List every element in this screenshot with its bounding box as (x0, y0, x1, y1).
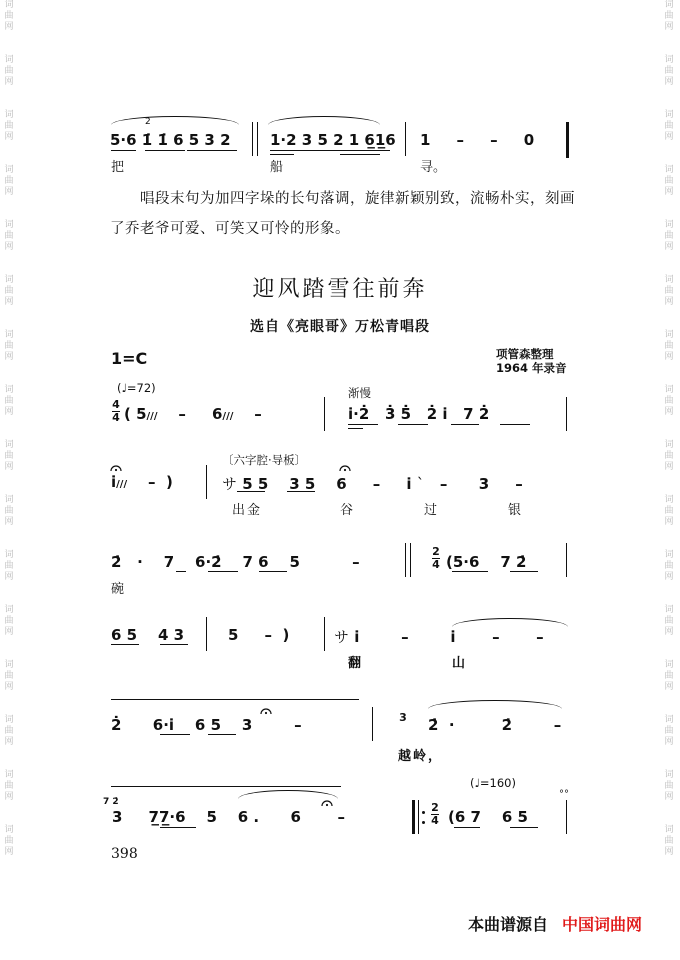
watermark-char: 曲 (4, 176, 14, 186)
watermark-left (2, 0, 16, 960)
watermark-char: 网 (664, 297, 674, 307)
watermark-char: 网 (4, 352, 14, 362)
watermark-char: 网 (4, 22, 14, 32)
footer-credit (468, 912, 642, 935)
tempo-160: (♩=160) (470, 776, 516, 790)
watermark-char: 词 (664, 715, 674, 725)
watermark-char: 曲 (4, 726, 14, 736)
meter-2-4: 2 4 (432, 545, 440, 571)
watermark-char: 曲 (4, 836, 14, 846)
arranger: 项管森整理 (496, 347, 554, 361)
song-title: 迎风踏雪往前奔 (252, 277, 428, 302)
fermata-icon (339, 462, 351, 472)
lyric-wan: 碗 (111, 582, 125, 597)
watermark-char: 网 (4, 847, 14, 857)
watermark-char: 词 (4, 715, 14, 725)
watermark-char: 曲 (664, 726, 674, 736)
watermark-char: 词 (4, 275, 14, 285)
watermark-char: 网 (664, 352, 674, 362)
watermark-char: 曲 (4, 231, 14, 241)
board-label: 〔六字腔·导板〕 (222, 453, 307, 467)
watermark-char: 曲 (664, 671, 674, 681)
footer-site-link[interactable]: 中国词曲网 (561, 915, 642, 934)
notes-r3-m2: (5·6 7 2̇ (446, 553, 527, 571)
notes-r4-m1: 6 5 4 3 (111, 626, 185, 644)
watermark-char: 网 (664, 462, 674, 472)
notes-m3: 1 – – 0 (420, 131, 535, 149)
fermata-icon (110, 462, 122, 472)
notes-r4-m3: サ i̇ – i̇ – – (334, 628, 544, 646)
watermark-char: 词 (4, 605, 14, 615)
watermark-char: 曲 (4, 66, 14, 76)
notes-r4-m2: 5 – ) (228, 626, 290, 644)
lyric-gu: 谷 (340, 503, 354, 518)
watermark-char: 曲 (664, 176, 674, 186)
watermark-char: 网 (4, 572, 14, 582)
lyric-ba: 把 (111, 160, 125, 175)
footer-source: 本曲谱源自 (467, 915, 548, 934)
meter-3-4: 3 (399, 711, 407, 724)
watermark-char: 曲 (664, 286, 674, 296)
watermark-char: 曲 (4, 286, 14, 296)
watermark-char: 曲 (4, 341, 14, 351)
analysis-paragraph: 唱段末句为加四字垛的长句落调，旋律新颖别致，流畅朴实，刻画了乔老爷可爱、可笑又可怜的形象。 (110, 191, 575, 237)
watermark-char: 词 (4, 440, 14, 450)
tempo-72: (♩=72) (117, 381, 156, 395)
grace-72: 7 2̇ (103, 797, 119, 807)
watermark-char: 网 (4, 792, 14, 802)
watermark-char: 曲 (4, 396, 14, 406)
watermark-char: 词 (4, 770, 14, 780)
watermark-char: 词 (4, 495, 14, 505)
notes-r6-m2: (6 7 6 5 (448, 808, 528, 826)
grace-note: 2̇ (145, 117, 151, 127)
lyric-shan: 山 (452, 656, 466, 671)
watermark-char: 网 (4, 77, 14, 87)
watermark-char: 曲 (664, 616, 674, 626)
watermark-char: 网 (664, 407, 674, 417)
watermark-char: 曲 (664, 66, 674, 76)
watermark-char: 网 (4, 682, 14, 692)
watermark-char: 词 (664, 0, 674, 10)
watermark-char: 网 (664, 627, 674, 637)
watermark-char: 曲 (664, 341, 674, 351)
watermark-char: 词 (4, 660, 14, 670)
watermark-char: 曲 (4, 451, 14, 461)
watermark-char: 网 (4, 737, 14, 747)
watermark-right (662, 0, 676, 960)
watermark-char: 网 (4, 627, 14, 637)
marking-slow: 渐慢 (348, 386, 371, 400)
fermata-icon (321, 797, 333, 807)
watermark-char: 词 (664, 110, 674, 120)
watermark-char: 网 (664, 77, 674, 87)
watermark-char: 网 (4, 187, 14, 197)
watermark-char: 曲 (664, 396, 674, 406)
notes-r2-m2: サ 5 5 3 5 6 – i̇ ˋ – 3 – (222, 475, 523, 493)
watermark-char: 曲 (664, 451, 674, 461)
watermark-char: 曲 (664, 506, 674, 516)
watermark-char: 词 (664, 825, 674, 835)
notes-m1: 5·6 1̇ 1̇ 6 5 3 2 (110, 131, 231, 149)
key-signature: 1=C (111, 349, 148, 368)
watermark-char: 词 (664, 660, 674, 670)
watermark-char: 词 (4, 550, 14, 560)
recorded-year: 1964 年录音 (496, 361, 567, 375)
watermark-char: 曲 (4, 616, 14, 626)
watermark-char: 网 (4, 297, 14, 307)
meter-2-4-b: 2 4 (431, 801, 439, 827)
watermark-char: 网 (664, 22, 674, 32)
watermark-char: 网 (664, 792, 674, 802)
watermark-char: 词 (664, 770, 674, 780)
watermark-char: 曲 (4, 781, 14, 791)
notes-r5-m2: 2̇ · 2̇ – (428, 716, 562, 734)
watermark-char: 网 (4, 407, 14, 417)
watermark-char: 曲 (664, 121, 674, 131)
watermark-char: 词 (4, 55, 14, 65)
watermark-char: 词 (664, 165, 674, 175)
watermark-char: 网 (4, 462, 14, 472)
watermark-char: 词 (664, 605, 674, 615)
watermark-char: 词 (4, 385, 14, 395)
watermark-char: 曲 (664, 561, 674, 571)
meter-4-4: 4 4 (112, 398, 120, 424)
watermark-char: 词 (4, 825, 14, 835)
notes-m2: 1·2 3 5 2 1 6̲1̲6 (270, 131, 396, 149)
watermark-char: 网 (664, 242, 674, 252)
lyric-yueling: 越岭， (398, 749, 444, 764)
watermark-char: 网 (664, 132, 674, 142)
notes-r3-m1: 2̇ · 7 6·2̇ 7 6 5 – (111, 553, 360, 571)
page-number: 398 (111, 846, 138, 862)
watermark-char: 词 (664, 330, 674, 340)
watermark-char: 词 (4, 220, 14, 230)
notes-r1-intro: ( 5/// – 6/// – (124, 405, 262, 423)
watermark-char: 曲 (664, 231, 674, 241)
watermark-char: 词 (664, 495, 674, 505)
watermark-char: 词 (4, 0, 14, 10)
notes-r2-m1: i̇/// – ) (111, 473, 173, 491)
watermark-char: 网 (664, 572, 674, 582)
watermark-char: 曲 (4, 561, 14, 571)
notes-r6-m1: 3 7̲7̲·6 5 6 . 6 – (112, 808, 345, 826)
watermark-char: 网 (664, 737, 674, 747)
watermark-char: 词 (4, 110, 14, 120)
watermark-char: 词 (4, 330, 14, 340)
watermark-char: 曲 (664, 11, 674, 21)
watermark-char: 曲 (4, 121, 14, 131)
watermark-char: 词 (664, 440, 674, 450)
watermark-char: 网 (664, 682, 674, 692)
fermata-icon (260, 705, 272, 715)
lyric-chujin: 出金 (232, 503, 263, 518)
watermark-char: 曲 (4, 11, 14, 21)
notes-r5-m1: 2̇ 6·i̇ 6 5 3 – (111, 716, 302, 734)
watermark-char: 词 (664, 220, 674, 230)
watermark-char: 词 (664, 385, 674, 395)
lyric-yin: 银 (508, 503, 522, 518)
notes-r1-m2: i̇·2̇ 3̇ 5̇ 2̇ i̇ 7 2̇ (348, 405, 490, 423)
watermark-char: 曲 (4, 671, 14, 681)
watermark-char: 网 (4, 132, 14, 142)
watermark-char: 网 (4, 517, 14, 527)
song-subtitle: 选自《亮眼哥》万松青唱段 (250, 319, 430, 335)
lyric-guo: 过 (424, 503, 438, 518)
watermark-char: 词 (664, 275, 674, 285)
watermark-char: 曲 (664, 836, 674, 846)
coda-marks: °° (559, 789, 569, 800)
watermark-char: 词 (664, 550, 674, 560)
watermark-char: 词 (664, 55, 674, 65)
lyric-xun: 寻。 (420, 160, 447, 175)
lyric-chuan: 船 (270, 160, 284, 175)
watermark-char: 词 (4, 165, 14, 175)
watermark-char: 网 (664, 517, 674, 527)
watermark-char: 曲 (664, 781, 674, 791)
watermark-char: 曲 (4, 506, 14, 516)
watermark-char: 网 (664, 187, 674, 197)
lyric-fan: 翻 (348, 656, 362, 671)
watermark-char: 网 (4, 242, 14, 252)
watermark-char: 网 (664, 847, 674, 857)
